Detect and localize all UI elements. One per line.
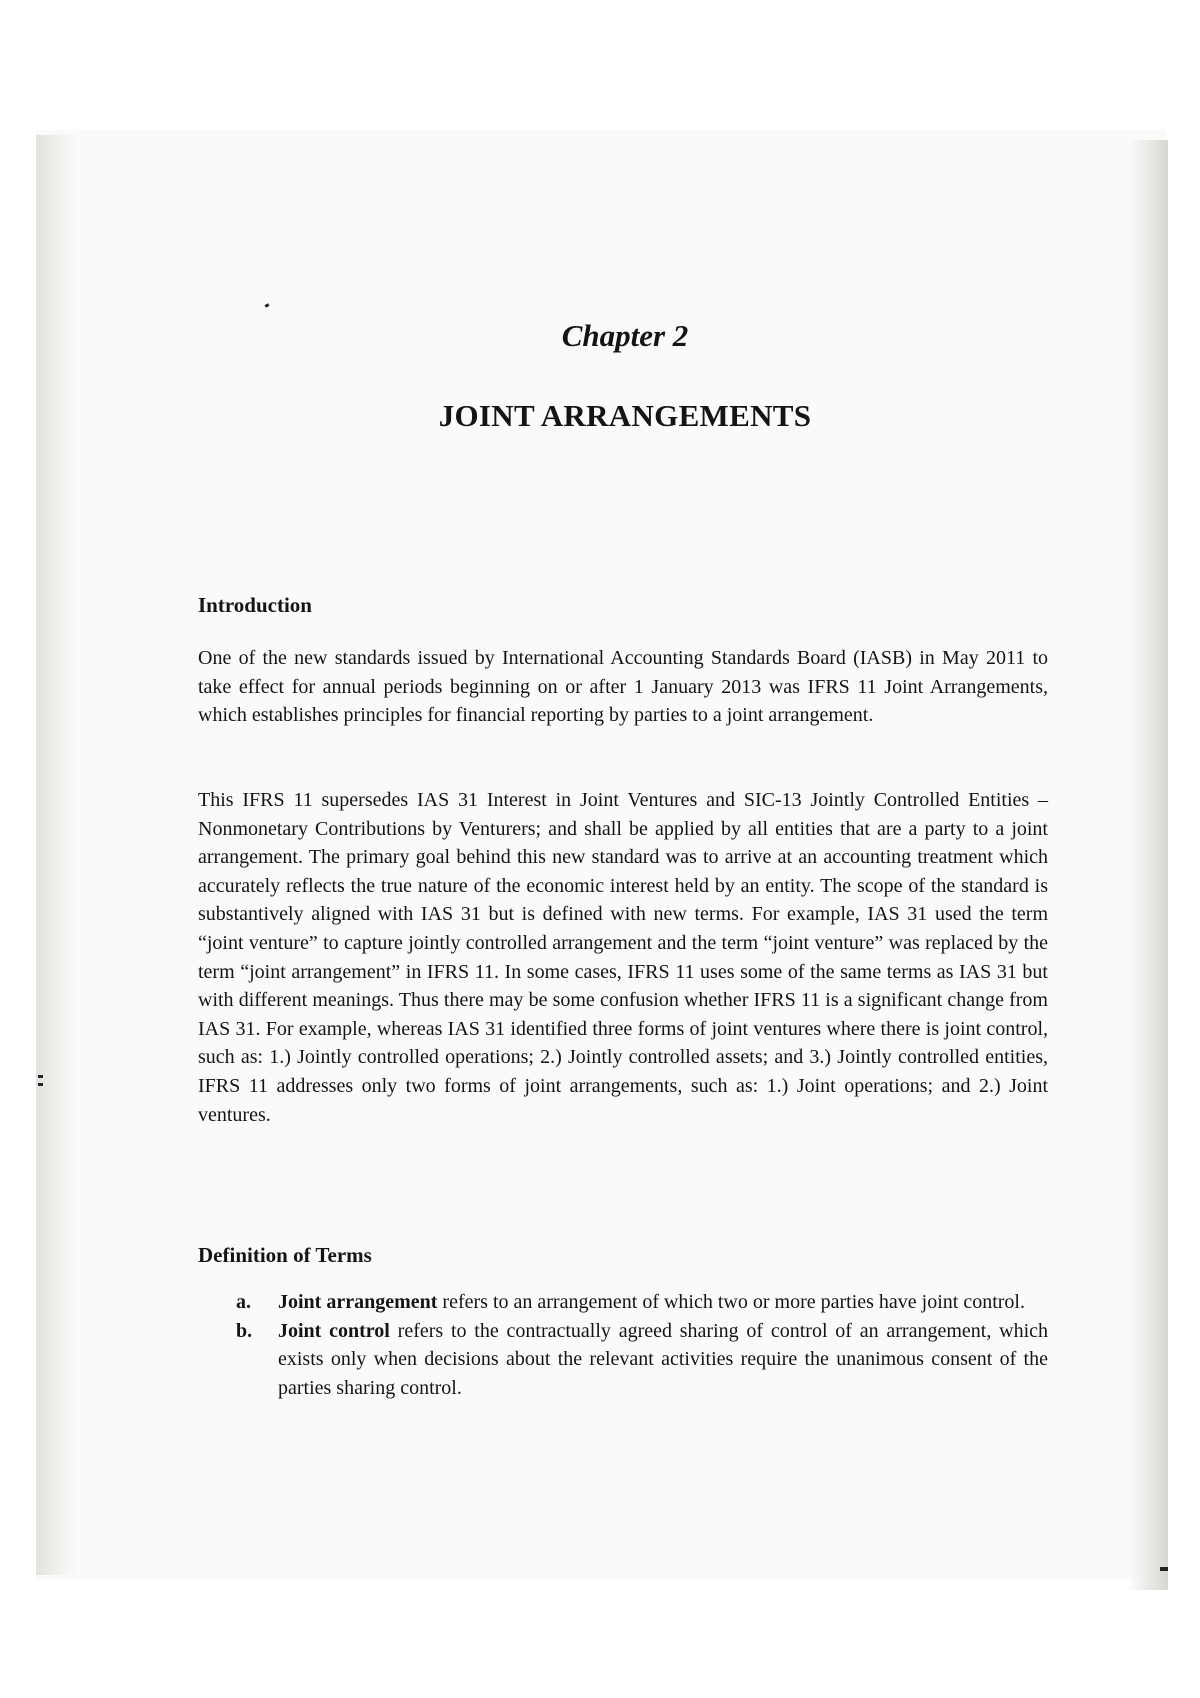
- definition-item-joint-arrangement: [236, 1288, 1048, 1317]
- chapter-label: Chapter 2: [561, 318, 689, 353]
- scan-speck: [38, 1075, 43, 1078]
- scan-speck: [1160, 1567, 1168, 1571]
- list-marker: a.: [236, 1291, 251, 1313]
- introduction-paragraph-1: One of the new standards issued by International Accounting Standards Board (IASB) in May 2011 to take effect for annual periods beginning on or after 1 January 2013 was IFRS 11 Joint Arrangements, which establishes principles for financial reporting by parties to a joint arrangement.: [198, 647, 1048, 727]
- scan-speck: [38, 1083, 43, 1086]
- definition-text: refers to an arrangement of which two or more parties have joint control.: [442, 1291, 1025, 1313]
- definition-list: [236, 1288, 1048, 1402]
- definition-item-joint-control: [236, 1317, 1048, 1403]
- definition-text: refers to the contractually agreed sharing of control of an arrangement, which exists only when decisions about the relevant activities require the unanimous consent of the parties sharing control.: [278, 1319, 1048, 1399]
- introduction-heading: Introduction: [198, 593, 312, 617]
- chapter-title: JOINT ARRANGEMENTS: [438, 398, 812, 433]
- page-right-edge-shadow: [1128, 140, 1168, 1590]
- defined-term: Joint arrangement: [278, 1291, 438, 1313]
- definition-of-terms-heading: Definition of Terms: [198, 1243, 372, 1267]
- list-marker: b.: [236, 1319, 253, 1342]
- introduction-paragraph-2: This IFRS 11 supersedes IAS 31 Interest in Joint Ventures and SIC-13 Jointly Controlled Entities – Nonmonetary Contributions by Venturers; and shall be applied by all entities that are a party to a joint arrangement. The primary goal behind this new standard was to arrive at an accounting treatment which accurately reflects the true nature of the economic interest held by an entity. The scope of the standard is substantively aligned with IAS 31 but is defined with new terms. For example, IAS 31 used the term “joint venture” to capture jointly controlled arrangement and the term “joint venture” was replaced by the term “joint arrangement” in IFRS 11. In some cases, IFRS 11 uses some of the same terms as IAS 31 but with different meanings. Thus there may be some confusion whether IFRS 11 is a significant change from IAS 31. For example, whereas IAS 31 identified three forms of joint ventures where there is joint control, such as: 1.) Jointly controlled operations; 2.) Jointly controlled assets; and 3.) Jointly controlled entities, IFRS 11 addresses only two forms of joint arrangements, such as: 1.) Joint operations; and 2.) Joint ventures.: [198, 789, 1048, 1126]
- defined-term: Joint control: [278, 1319, 390, 1342]
